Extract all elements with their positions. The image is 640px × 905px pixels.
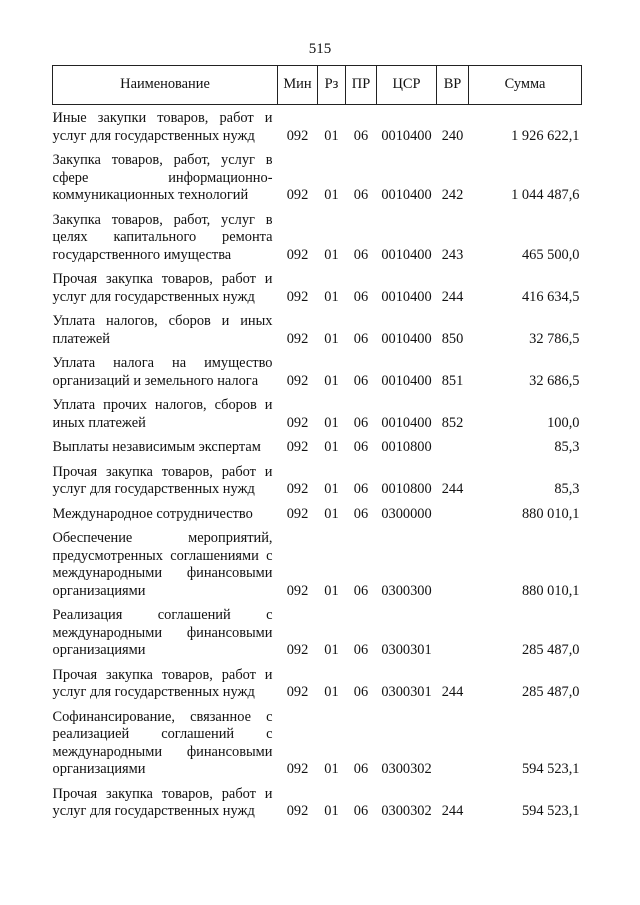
cell-min: 092 (286, 481, 309, 497)
cell-rz: 01 (324, 187, 339, 203)
cell-csr: 0010400 (381, 330, 432, 347)
table-row (53, 434, 582, 459)
cell-sum: 1 926 622,1 (511, 127, 580, 144)
cell-vr (437, 704, 469, 781)
cell-pr: 06 (353, 481, 369, 497)
cell-vr: 242 (441, 187, 464, 203)
cell-pr: 06 (353, 582, 369, 599)
cell-pr: 06 (353, 372, 369, 389)
cell-sum: 880 010,1 (521, 582, 580, 599)
table-row (53, 662, 582, 704)
cell-rz: 01 (324, 582, 339, 599)
cell-rz: 01 (324, 481, 339, 497)
cell-min: 092 (286, 372, 309, 389)
cell-rz: 01 (324, 761, 339, 777)
cell-rz: 01 (324, 288, 339, 305)
cell-pr: 06 (353, 246, 369, 263)
cell-rz: 01 (324, 642, 339, 658)
table-row (53, 308, 582, 350)
cell-csr: 0300000 (381, 505, 432, 522)
cell-csr: 0010400 (381, 288, 432, 305)
table-row (53, 392, 582, 434)
cell-vr: 852 (441, 414, 464, 431)
cell-rz: 01 (324, 684, 339, 700)
cell-pr: 06 (353, 330, 369, 347)
table-row (53, 525, 582, 602)
cell-name: Реализация соглашений с международными финансовыми организациями (52, 607, 273, 658)
cell-pr: 06 (353, 684, 369, 700)
cell-vr (437, 434, 469, 459)
cell-csr: 0010400 (381, 372, 432, 389)
cell-name: Уплата налогов, сборов и иных платежей (52, 313, 273, 347)
cell-sum: 594 523,1 (521, 803, 580, 819)
cell-vr (437, 602, 469, 662)
cell-sum: 465 500,0 (521, 246, 580, 263)
cell-min: 092 (286, 642, 309, 658)
page-number: 515 (308, 41, 332, 57)
cell-rz: 01 (324, 372, 339, 389)
cell-name: Софинансирование, связанное с реализацией соглашений с международными финансовыми организациями (52, 708, 273, 777)
cell-min: 092 (286, 330, 309, 347)
header-csr: ЦСР (377, 66, 437, 105)
cell-csr: 0010800 (381, 481, 432, 497)
cell-name: Выплаты независимым экспертам (52, 439, 261, 455)
cell-pr: 06 (353, 642, 369, 658)
table-row (53, 207, 582, 267)
cell-sum: 32 686,5 (529, 372, 580, 389)
cell-vr: 244 (441, 288, 464, 305)
cell-sum: 85,3 (554, 481, 580, 497)
cell-rz: 01 (324, 246, 339, 263)
cell-vr (437, 525, 469, 602)
cell-rz: 01 (324, 414, 339, 431)
cell-sum: 85,3 (554, 439, 580, 455)
header-name: Наименование (53, 66, 278, 105)
cell-sum: 594 523,1 (521, 761, 580, 777)
cell-pr: 06 (353, 288, 369, 305)
cell-sum: 285 487,0 (521, 642, 580, 658)
cell-name: Уплата налога на имущество организаций и земельного налога (52, 355, 273, 389)
cell-vr: 244 (441, 481, 464, 497)
cell-min: 092 (286, 246, 309, 263)
cell-csr: 0010400 (381, 187, 432, 203)
header-pr: ПР (346, 66, 377, 105)
cell-name: Прочая закупка товаров, работ и услуг для государственных нужд (52, 271, 273, 305)
cell-rz: 01 (324, 439, 339, 455)
header-vr: ВР (437, 66, 469, 105)
header-row (53, 66, 582, 105)
cell-rz: 01 (324, 803, 339, 819)
cell-name: Уплата прочих налогов, сборов и иных платежей (52, 397, 273, 431)
cell-name: Прочая закупка товаров, работ и услуг для государственных нужд (52, 785, 273, 819)
cell-csr: 0010400 (381, 246, 432, 263)
cell-csr: 0010400 (381, 414, 432, 431)
cell-sum: 285 487,0 (521, 684, 580, 700)
cell-min: 092 (286, 439, 309, 455)
header-min: Мин (278, 66, 318, 105)
table-row (53, 704, 582, 781)
cell-min: 092 (286, 127, 309, 144)
table-row (53, 459, 582, 501)
cell-csr: 0300301 (381, 642, 432, 658)
table-row (53, 105, 582, 148)
cell-sum: 416 634,5 (521, 288, 580, 305)
cell-vr: 243 (441, 246, 464, 263)
table-row (53, 147, 582, 207)
table-header (53, 66, 582, 105)
table-body (53, 105, 582, 823)
cell-pr: 06 (353, 761, 369, 777)
cell-pr: 06 (353, 187, 369, 203)
cell-min: 092 (286, 803, 309, 819)
cell-name: Обеспечение мероприятий, предусмотренных соглашениями с международными финансовыми организациями (52, 530, 273, 599)
cell-vr: 244 (441, 803, 464, 819)
cell-min: 092 (286, 582, 309, 599)
cell-rz: 01 (324, 330, 339, 347)
cell-min: 092 (286, 684, 309, 700)
cell-min: 092 (286, 761, 309, 777)
cell-vr (437, 501, 469, 526)
cell-name: Закупка товаров, работ, услуг в целях капитального ремонта государственного имущества (52, 211, 273, 263)
cell-name: Закупка товаров, работ, услуг в сфере информационно-коммуникационных технологий (52, 152, 273, 203)
cell-name: Международное сотрудничество (52, 505, 253, 522)
cell-csr: 0300302 (381, 803, 432, 819)
cell-pr: 06 (353, 127, 369, 144)
cell-min: 092 (286, 187, 309, 203)
cell-sum: 100,0 (547, 414, 580, 431)
cell-csr: 0300300 (381, 582, 432, 599)
header-rz: Рз (318, 66, 346, 105)
cell-vr: 244 (441, 684, 464, 700)
cell-sum: 880 010,1 (521, 505, 580, 522)
cell-csr: 0300302 (381, 761, 432, 777)
cell-rz: 01 (324, 505, 339, 522)
cell-csr: 0300301 (381, 684, 432, 700)
cell-pr: 06 (353, 803, 369, 819)
cell-name: Прочая закупка товаров, работ и услуг для государственных нужд (52, 666, 273, 700)
cell-min: 092 (286, 505, 309, 522)
cell-sum: 32 786,5 (529, 330, 580, 347)
table-row (53, 501, 582, 526)
cell-rz: 01 (324, 127, 339, 144)
cell-name: Иные закупки товаров, работ и услуг для государственных нужд (52, 110, 273, 144)
cell-pr: 06 (353, 439, 369, 455)
cell-sum: 1 044 487,6 (511, 187, 580, 203)
table-row (53, 602, 582, 662)
cell-vr: 851 (441, 372, 464, 389)
budget-table (52, 65, 582, 823)
cell-min: 092 (286, 414, 309, 431)
cell-pr: 06 (353, 414, 369, 431)
cell-min: 092 (286, 288, 309, 305)
cell-vr: 240 (441, 127, 464, 144)
header-sum: Сумма (469, 66, 582, 105)
cell-vr: 850 (441, 330, 464, 347)
table-row (53, 781, 582, 823)
table-row (53, 350, 582, 392)
cell-pr: 06 (353, 505, 369, 522)
cell-csr: 0010800 (381, 439, 432, 455)
table-row (53, 266, 582, 308)
cell-name: Прочая закупка товаров, работ и услуг для государственных нужд (52, 463, 273, 497)
cell-csr: 0010400 (381, 127, 432, 144)
